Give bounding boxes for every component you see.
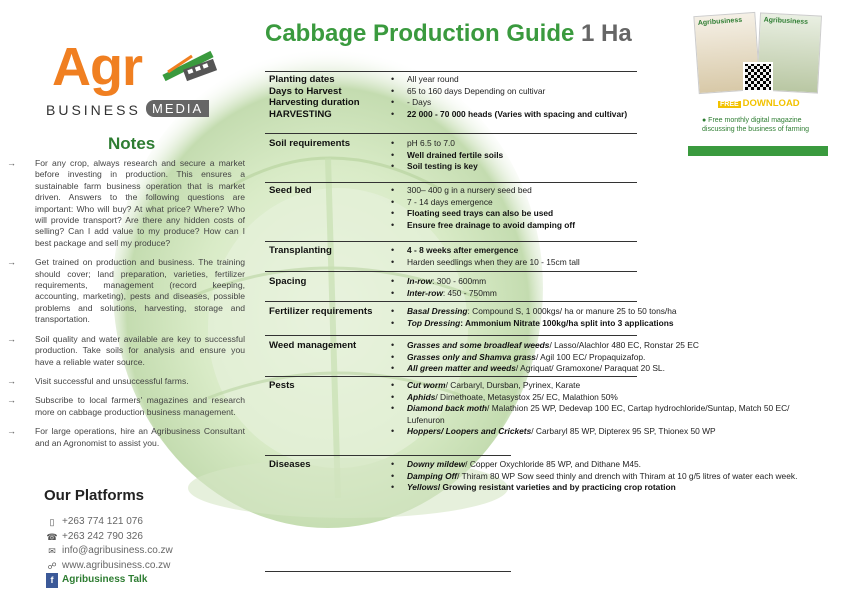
website-icon: ☍ — [47, 560, 57, 571]
contact-list — [46, 515, 173, 588]
row-divider — [265, 182, 637, 183]
notes-list — [5, 158, 245, 457]
note-text: Visit successful and unsuccessful farms. — [35, 375, 189, 386]
value-item: • - Days — [391, 97, 627, 109]
note-item — [5, 334, 245, 368]
contact-facebook[interactable]: f Agribusiness Talk — [46, 573, 173, 588]
row-divider — [265, 455, 511, 456]
value-item: • Damping Off/ Thiram 80 WP Sow seed thinly and drench with Thiram at 10 g/5 litres of water each week. — [391, 471, 821, 483]
value-item: • Ensure free drainage to avoid damping off — [391, 220, 575, 232]
row-values — [391, 74, 627, 120]
row-label: Seed bed — [269, 185, 312, 196]
contact-mobile: ▯ +263 774 121 076 — [46, 515, 173, 530]
arrow-right-icon: → — [7, 395, 16, 406]
row-label: Diseases — [269, 459, 311, 470]
film-strip-icon — [162, 48, 220, 82]
magazine-cover-image: Agribusiness — [693, 12, 760, 94]
contact-website[interactable]: ☍ www.agribusiness.co.zw — [46, 559, 173, 574]
note-item — [5, 257, 245, 325]
row-values — [391, 459, 821, 494]
contact-telephone: ☎ +263 242 790 326 — [46, 530, 173, 545]
row-values — [391, 276, 497, 299]
note-text: Subscribe to local farmers' magazines and research more on cabbage production business management. — [35, 395, 245, 417]
row-values — [391, 380, 821, 438]
email-icon: ✉ — [48, 546, 56, 556]
row-divider — [265, 133, 637, 134]
value-item: • 22 000 - 70 000 heads (Varies with spacing and cultivar) — [391, 109, 627, 121]
logo-wordmark: Agr — [52, 37, 142, 97]
row-values — [391, 245, 580, 268]
note-text: For any crop, always research and secure a market before investing in production. This ensures a sustainable farm business operation that is market driven. Answers to the following questions are important: Who will buy? At what price? Where? Who will provide transport? Are there any hidden costs of selling? Can I add value to my produce? How can I best package and sell my produce? — [35, 158, 245, 248]
platforms-heading: Our Platforms — [44, 487, 145, 504]
note-item — [5, 158, 245, 249]
arrow-right-icon: → — [7, 158, 16, 168]
title-suffix: 1 Ha — [581, 20, 632, 47]
row-values — [391, 185, 575, 231]
value-item: • 300– 400 g in a nursery seed bed — [391, 185, 575, 197]
value-item: • Cut worm/ Carbaryl, Dursban, Pyrinex, Karate — [391, 380, 821, 392]
row-values — [391, 340, 699, 375]
row-label: Transplanting — [269, 245, 332, 256]
logo-business-text: BUSINESS — [46, 102, 141, 118]
logo-media-text: MEDIA — [146, 100, 209, 117]
magazine-cover-image: Agribusiness — [756, 12, 822, 93]
row-divider — [265, 335, 637, 336]
row-divider — [265, 301, 637, 302]
value-item: • Hoppers/ Loopers and Crickets/ Carbaryl 85 WP, Dipterex 95 SP, Thionex 50 WP — [391, 426, 821, 438]
note-item — [5, 395, 245, 418]
page-title — [265, 20, 632, 48]
value-item: • All green matter and weeds/ Agriquat/ Gramoxone/ Paraquat 20 SL. — [391, 363, 699, 375]
value-item: • Top Dressing: Ammonium Nitrate 100kg/ha split into 3 applications — [391, 318, 677, 330]
contact-email[interactable]: ✉ info@agribusiness.co.zw — [46, 544, 173, 559]
row-label: Pests — [269, 380, 295, 391]
value-item: • In-row: 300 - 600mm — [391, 276, 497, 288]
note-item — [5, 426, 245, 449]
value-item: • Floating seed trays can also be used — [391, 208, 575, 220]
row-divider — [265, 376, 637, 377]
value-item: • 7 - 14 days emergence — [391, 197, 575, 209]
value-item: • Downy mildew/ Copper Oxychloride 85 WP, and Dithane M45. — [391, 459, 821, 471]
table-bottom-divider — [265, 571, 511, 572]
row-values — [391, 138, 503, 173]
arrow-right-icon: → — [7, 257, 16, 268]
value-item: • All year round — [391, 74, 627, 86]
row-label: Soil requirements — [269, 138, 351, 149]
magazine-download-ad[interactable] — [688, 10, 828, 156]
note-text: For large operations, hire an Agribusiness Consultant and an Agronomist to assist you. — [35, 426, 245, 448]
magazine-blurb: ● Free monthly digital magazine discussing the business of farming — [702, 117, 809, 133]
row-label: Weed management — [269, 340, 357, 351]
row-values — [391, 306, 677, 329]
row-label: Spacing — [269, 276, 307, 287]
row-label: Fertilizer requirements — [269, 306, 373, 317]
value-item: • pH 6.5 to 7.0 — [391, 138, 503, 150]
value-item: • Basal Dressing: Compound S, 1 000kgs/ ha or manure 25 to 50 tons/ha — [391, 306, 677, 318]
value-item: • Inter-row: 450 - 750mm — [391, 288, 497, 300]
note-text: Get trained on production and business. The training should cover; land preparation, varieties, fertilizer requirements, management (record keeping, accounting, marketing), pests and diseases, possible problems and solutions, harvesting, storage and transportation. — [35, 257, 245, 325]
value-item: • Aphids/ Dimethoate, Metasystox 25/ EC, Malathion 50% — [391, 392, 821, 404]
title-main: Cabbage Production Guide — [265, 20, 575, 47]
value-item: • 65 to 160 days Depending on cultivar — [391, 86, 627, 98]
green-accent-bar — [688, 146, 828, 156]
note-text: Soil quality and water available are key to successful production. Take soils for analysis and ensure you have a reliable water source. — [35, 333, 245, 367]
value-item: • Soil testing is key — [391, 161, 503, 173]
qr-code-icon[interactable] — [743, 62, 773, 92]
row-label: Planting dates Days to Harvest Harvesting duration HARVESTING — [269, 74, 360, 120]
value-item: • Grasses and some broadleaf weeds/ Lasso/Alachlor 480 EC, Ronstar 25 EC — [391, 340, 699, 352]
row-divider — [265, 71, 637, 72]
notes-heading: Notes — [108, 134, 156, 153]
free-download-label[interactable]: FREE DOWNLOAD — [720, 98, 800, 109]
value-item: • Grasses only and Shamva grass/ Agil 100 EC/ Propaquizafop. — [391, 352, 699, 364]
value-item: • Yellows/ Growing resistant varieties and by practicing crop rotation — [391, 482, 821, 494]
arrow-right-icon: → — [7, 375, 16, 386]
note-item — [5, 376, 245, 387]
agribusiness-media-logo — [44, 36, 224, 124]
row-divider — [265, 241, 637, 242]
mobile-phone-icon: ▯ — [49, 517, 55, 527]
arrow-right-icon: → — [7, 426, 16, 437]
value-item: • 4 - 8 weeks after emergence — [391, 245, 580, 257]
row-divider — [265, 271, 637, 272]
arrow-right-icon: → — [7, 333, 16, 344]
value-item: • Well drained fertile soils — [391, 150, 503, 162]
value-item: • Harden seedlings when they are 10 - 15cm tall — [391, 257, 580, 269]
value-item: • Diamond back moth/ Malathion 25 WP, Dedevap 100 EC, Cartap hydrochloride/Suntap, Match 50 EC/ Lufenuron — [391, 403, 821, 426]
facebook-icon: f — [46, 573, 58, 588]
telephone-icon: ☎ — [46, 531, 58, 542]
